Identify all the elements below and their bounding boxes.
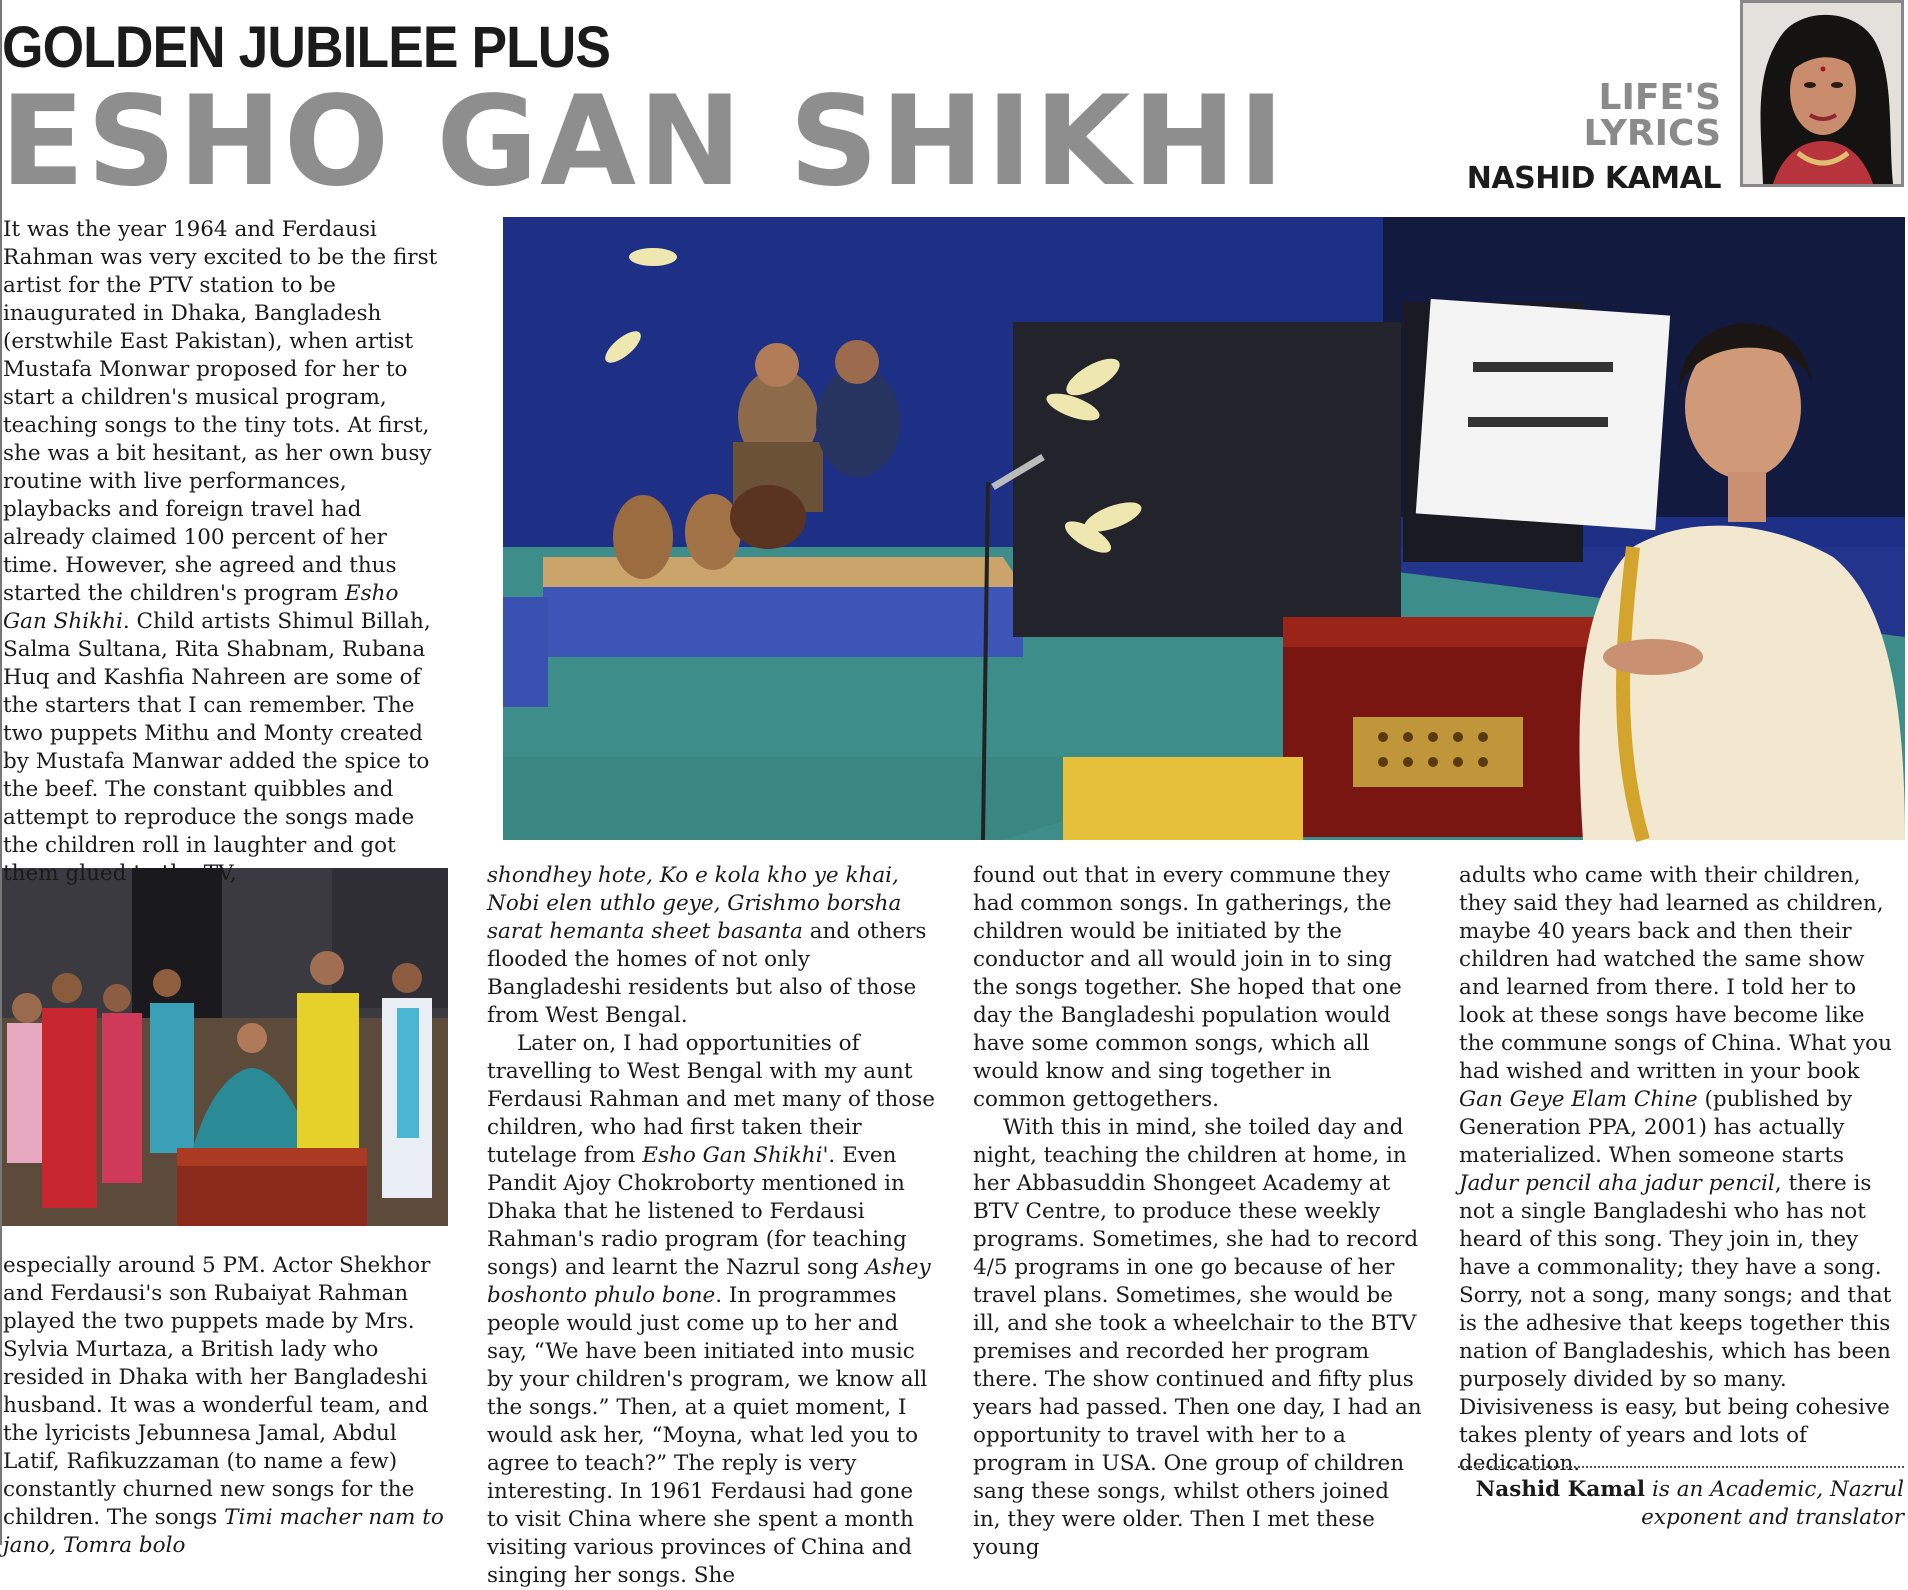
column-name-line2: LYRICS bbox=[1583, 113, 1721, 154]
bio-name: Nashid Kamal bbox=[1475, 1477, 1646, 1502]
author-portrait bbox=[1740, 0, 1904, 187]
article-column-4 bbox=[1459, 862, 1904, 1478]
article-column-3 bbox=[973, 862, 1423, 1562]
author-bio bbox=[1464, 1476, 1904, 1532]
article-column-2 bbox=[487, 862, 935, 1590]
stage-photo-image bbox=[503, 217, 1905, 840]
main-photo-stage bbox=[503, 217, 1905, 840]
column-label bbox=[1466, 77, 1721, 196]
article-column-1-top bbox=[3, 216, 443, 888]
page-headline: ESHO GAN SHIKHI bbox=[0, 70, 1287, 214]
paragraph: especially around 5 PM. Actor Shekhor and Ferdausi's son Rubaiyat Rahman played the two puppets made by Mrs. Sylvia Murtaza, a British lady who resided in Dhaka with her Bangladeshi husband. It was a wonderful team, and the lyricists Jebunnesa Jamal, Abdul Latif, Rafikuzzaman (to name a few) constantly churned new songs for the children. The songs Timi macher nam to jano, Tomra bolo bbox=[3, 1253, 444, 1558]
paragraph: found out that in every commune they had common songs. In gatherings, the children would be initiated by the conductor and all would join in to sing the songs together. She hoped that one day the Bangladeshi population would have some common songs, which all would know and sing together in common gettogethers. bbox=[973, 863, 1402, 1112]
bio-divider bbox=[1458, 1466, 1904, 1468]
kicker: GOLDEN JUBILEE PLUS bbox=[2, 15, 611, 80]
group-photo-children bbox=[2, 868, 448, 1226]
column-name-line1: LIFE'S bbox=[1598, 77, 1721, 118]
left-border-rule bbox=[0, 0, 2, 1545]
article-column-1-bottom bbox=[3, 1252, 453, 1560]
byline-author: NASHID KAMAL bbox=[1466, 161, 1721, 196]
paragraph: adults who came with their children, they said they had learned as children, maybe 40 years back and then their children had watched the same show and learned from there. I told her to look at these songs have become like the commune songs of China. What you had wished and written in your book Gan Geye Elam Chine (published by Generation PPA, 2001) has actually materialized. When someone starts Jadur pencil aha jadur pencil, there is not a single Bangladeshi who has not heard of this song. They join in, they have a commonality; they have a song. Sorry, not a song, many songs; and that is the adhesive that keeps together this nation of Bangladeshis, which has been purposely divided by so many. Divisiveness is easy, but being cohesive takes plenty of years and lots of dedication. bbox=[1459, 863, 1892, 1476]
children-group-image bbox=[2, 868, 448, 1226]
paragraph: It was the year 1964 and Ferdausi Rahman was very excited to be the first artist for the PTV station to be inaugurated in Dhaka, Bangladesh (erstwhile East Pakistan), when artist Mustafa Monwar proposed for her to start a children's musical program, teaching songs to the tiny tots. At first, she was a bit hesitant, as her own busy routine with live performances, playbacks and foreign travel had already claimed 100 percent of her time. However, she agreed and thus started the children's program Esho Gan Shikhi. Child artists Shimul Billah, Salma Sultana, Rita Shabnam, Rubana Huq and Kashfia Nahreen are some of the starters that I can remember. The two puppets Mithu and Monty created by Mustafa Manwar added the spice to the beef. The constant quibbles and attempt to reproduce the songs made the children roll in laughter and got them glued to the TV, bbox=[3, 217, 438, 886]
author-portrait-image bbox=[1743, 3, 1901, 184]
bio-text: is an Academic, Nazrul exponent and translator bbox=[1641, 1477, 1904, 1530]
paragraph: Later on, I had opportunities of travelling to West Bengal with my aunt Ferdausi Rahman and met many of those children, who had first taken their tutelage from Esho Gan Shikhi'. Even Pandit Ajoy Chokroborty mentioned in Dhaka that he listened to Ferdausi Rahman's radio program (for teaching songs) and learnt the Nazrul song Ashey boshonto phulo bone. In programmes people would just come up to her and say, “We have been initiated into music by your children's program, we know all the songs.” Then, at a quiet moment, I would ask her, “Moyna, what led you to agree to teach?” The reply is very interesting. In 1961 Ferdausi had gone to visit China where she spent a month visiting various provinces of China and singing her songs. She bbox=[487, 1031, 935, 1588]
paragraph: With this in mind, she toiled day and night, teaching the children at home, in her Abbasuddin Shongeet Academy at BTV Centre, to produce these weekly programs. Sometimes, she had to record 4/5 programs in one go because of her travel plans. Sometimes, she would be ill, and she took a wheelchair to the BTV premises and recorded her program there. The show continued and fifty plus years had passed. Then one day, I had an opportunity to travel with her to a program in USA. One group of children sang these songs, whilst others joined in, they were older. Then I met these young bbox=[973, 1115, 1422, 1560]
paragraph: shondhey hote, Ko e kola kho ye khai, Nobi elen uthlo geye, Grishmo borsha sarat hemanta sheet basanta and others flooded the homes of not only Bangladeshi residents but also of those from West Bengal. bbox=[487, 863, 927, 1028]
